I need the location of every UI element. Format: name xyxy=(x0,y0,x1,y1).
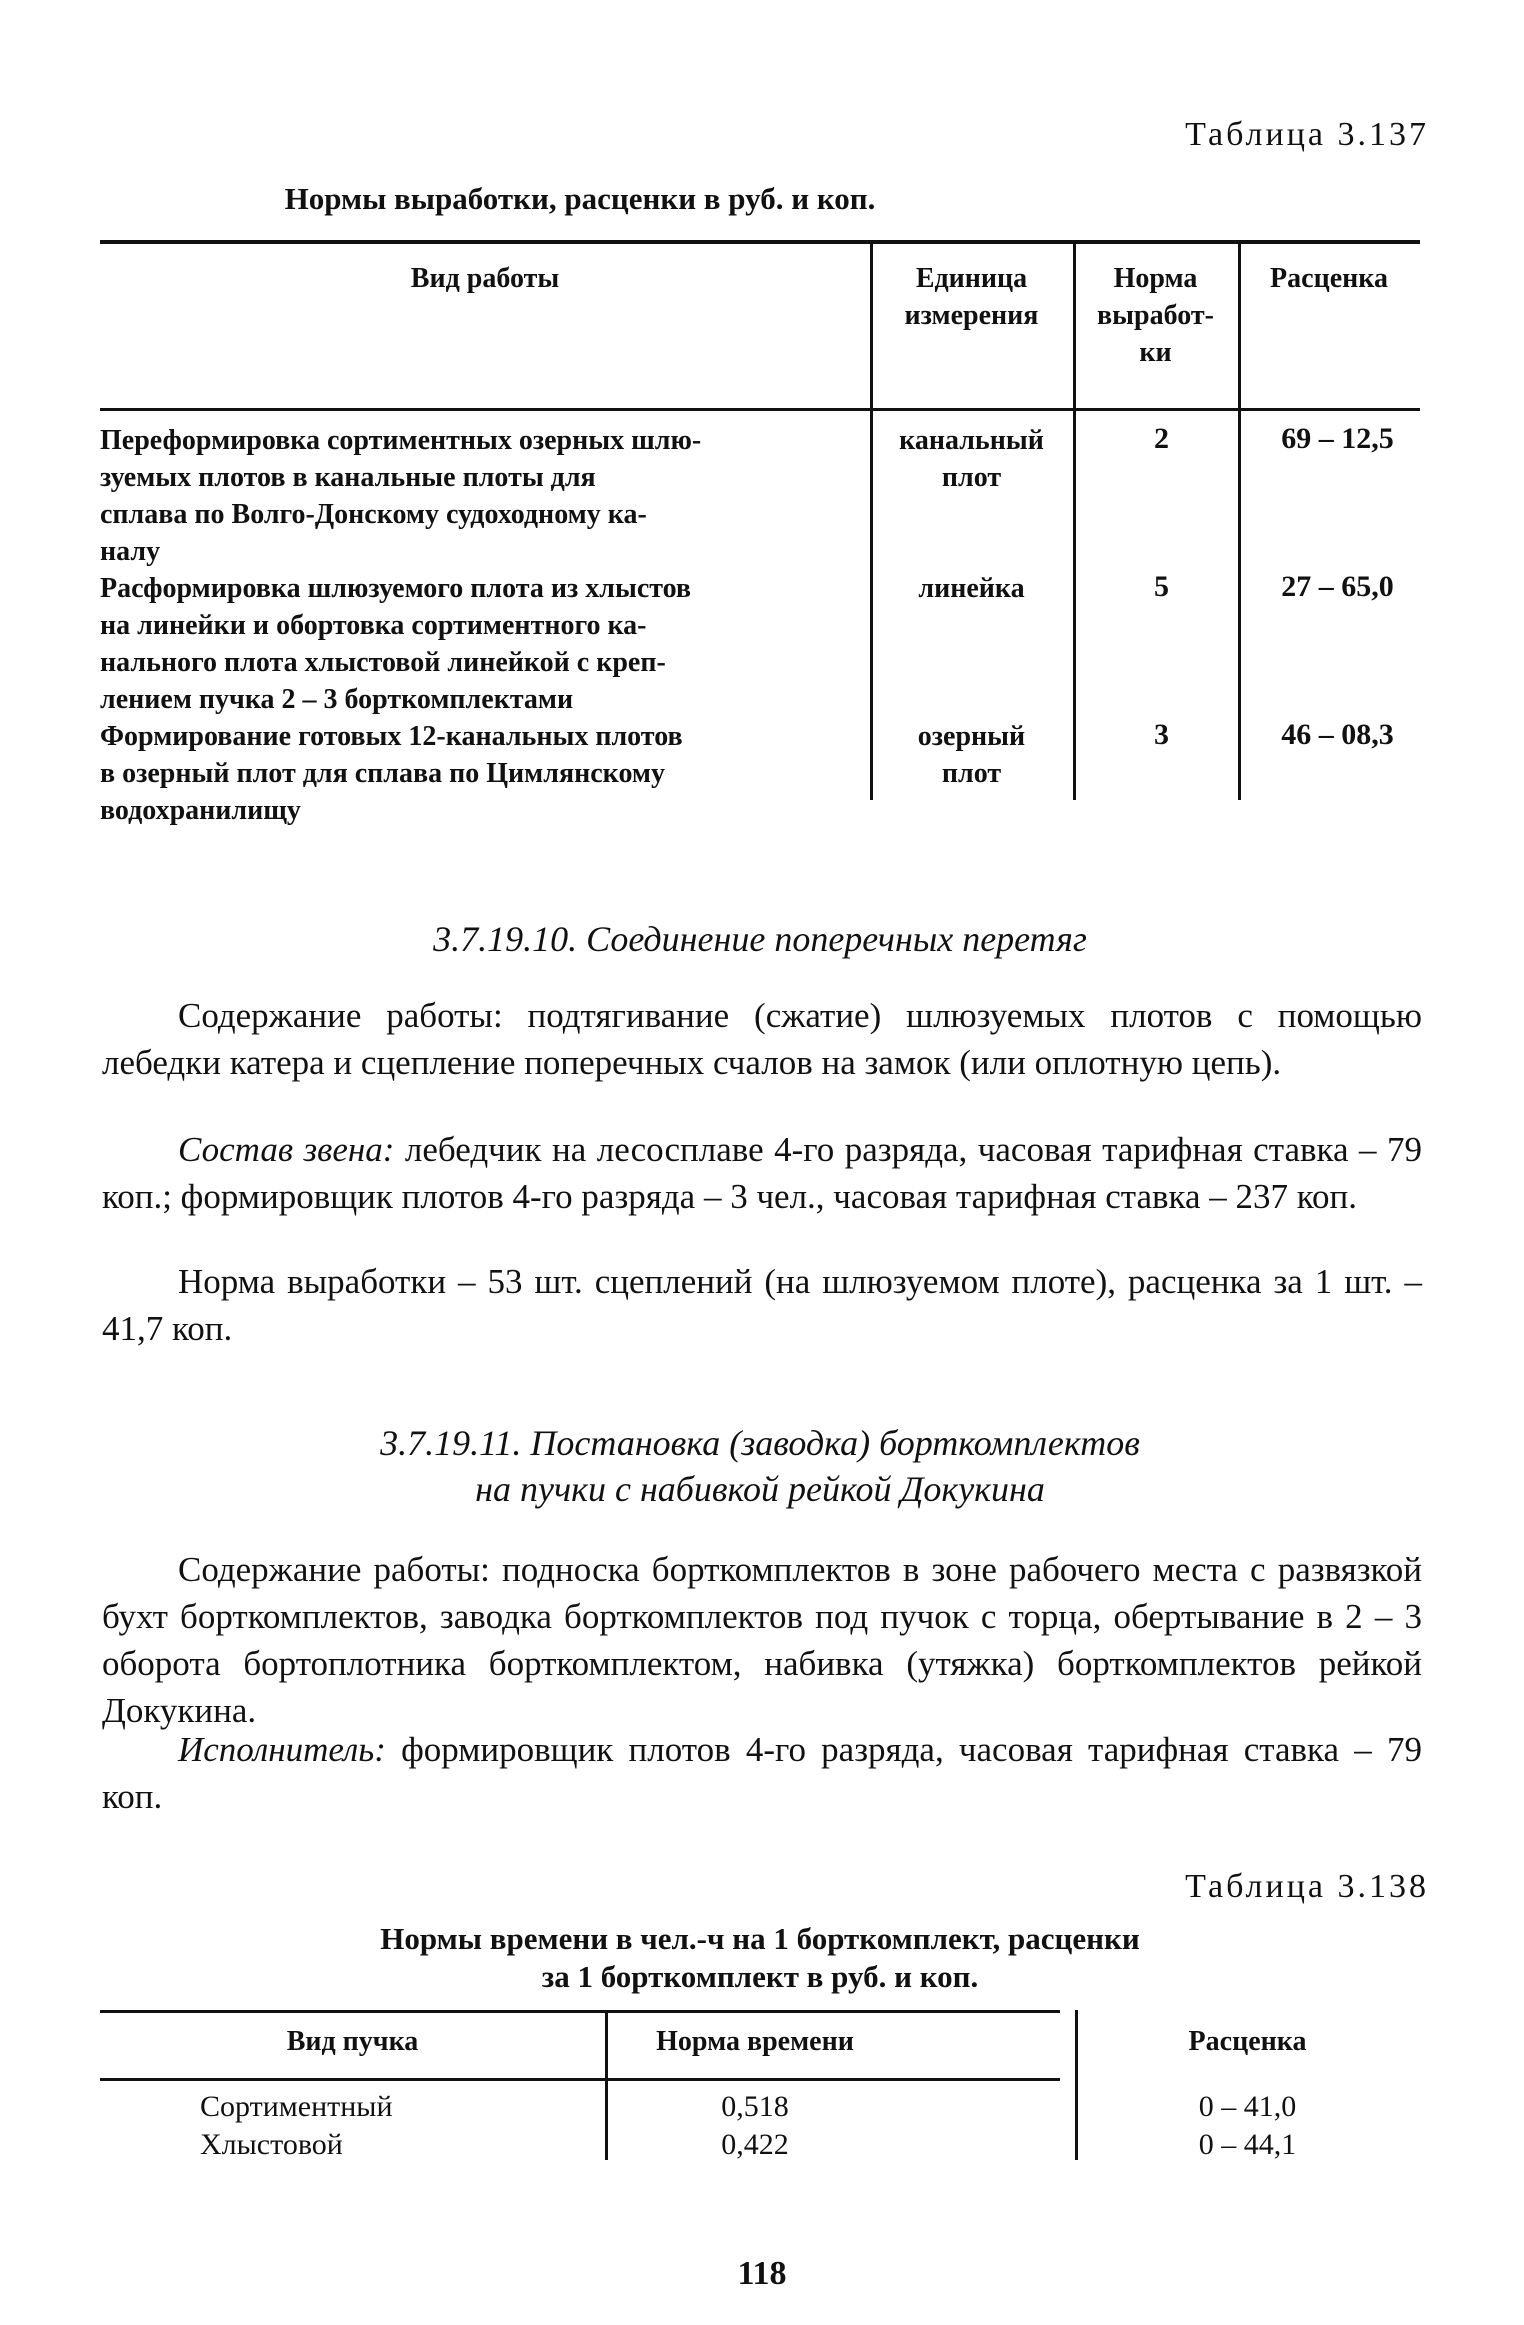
header-norm xyxy=(1073,260,1238,371)
table-label: Таблица 3.137 xyxy=(1185,116,1429,153)
table-caption: Нормы выработки, расценки в руб. и коп. xyxy=(284,181,876,216)
work-line: налу xyxy=(100,536,161,567)
table-header-rule xyxy=(100,408,1420,411)
table-row-work xyxy=(100,422,870,570)
table-row-price: 69 – 12,5 xyxy=(1281,422,1394,455)
work-line: в озерный плот для сплава по Цимлянскому xyxy=(100,758,665,789)
table-row-norm xyxy=(605,2088,905,2164)
section-title: 3.7.19.10. Соединение поперечных перетяг xyxy=(433,919,1087,959)
table-row-norm: 5 xyxy=(1154,570,1169,603)
unit-line: канальный xyxy=(899,425,1044,456)
price: 0 – 41,0 xyxy=(1198,2090,1297,2123)
work-line: водохранилищу xyxy=(100,795,301,826)
section-paragraph xyxy=(102,1546,1422,1734)
table-3-138 xyxy=(100,2010,1420,2165)
table-top-rule xyxy=(100,240,1420,244)
header-price: Расценка xyxy=(1188,2026,1307,2057)
section-title xyxy=(100,1420,1420,1512)
work-line: сплава по Волго-Донскому судоходному ка- xyxy=(100,499,647,530)
price: 0 – 44,1 xyxy=(1198,2128,1297,2161)
table-row-price xyxy=(1075,2088,1420,2164)
header-unit-line: измерения xyxy=(904,300,1039,331)
section-title-line: на пучки с набивкой рейкой Докукина xyxy=(475,1469,1045,1509)
header-norm-line: ки xyxy=(1139,337,1172,368)
header-time-norm: Норма времени xyxy=(656,2026,854,2057)
page-number: 118 xyxy=(737,2255,787,2292)
work-line: Расформировка шлюзуемого плота из хлыстов xyxy=(100,573,692,604)
header-unit xyxy=(870,260,1073,334)
table-top-rule xyxy=(100,2010,1060,2013)
unit-line: озерный xyxy=(917,721,1026,752)
table-row-work xyxy=(100,570,870,718)
table-row-work xyxy=(100,718,870,829)
bundle-type: Хлыстовой xyxy=(200,2128,343,2161)
section-paragraph xyxy=(102,992,1422,1086)
time-norm: 0,518 xyxy=(721,2090,789,2123)
section-title-line: 3.7.19.11. Постановка (заводка) борткомплектов xyxy=(380,1423,1140,1463)
unit-line: линейка xyxy=(918,573,1025,604)
table-header-rule xyxy=(100,2078,1060,2081)
header-norm-line: Норма xyxy=(1113,263,1198,294)
header-price: Расценка xyxy=(1270,263,1388,294)
crew-label: Состав звена: xyxy=(178,1130,395,1169)
header-work-type: Вид работы xyxy=(410,263,560,294)
work-line: зуемых плотов в канальные плоты для xyxy=(100,462,596,493)
work-line: Переформировка сортиментных озерных шлю- xyxy=(100,425,702,456)
worker-text: формировщик плотов 4-го разряда, часовая тарифная ставка – 79 коп. xyxy=(102,1730,1422,1816)
section-paragraph xyxy=(102,1726,1422,1820)
unit-line: плот xyxy=(941,758,1002,789)
work-line: на линейки и обортовка сортиментного ка- xyxy=(100,610,647,641)
bundle-type: Сортиментный xyxy=(200,2090,393,2123)
worker-label: Исполнитель: xyxy=(178,1730,386,1769)
crew-text: лебедчик на лесосплаве 4-го разряда, часовая тарифная ставка – 79 коп.; формировщик плотов 4-го разряда – 3 чел., часовая тарифная ставка – 237 коп. xyxy=(102,1130,1422,1216)
caption-line: за 1 борткомплект в руб. и коп. xyxy=(541,1959,979,1994)
table-row-norm: 2 xyxy=(1154,422,1169,455)
time-norm: 0,422 xyxy=(721,2128,789,2161)
work-content-text: Содержание работы: подноска борткомплектов в зоне рабочего места с развязкой бухт борткомплектов, заводка борткомплектов под пучок с торца, обертывание в 2 – 3 оборота бортоплотника борткомплектом, набивка (утяжка) борткомплектов рейкой Докукина. xyxy=(102,1550,1422,1730)
header-unit-line: Единица xyxy=(915,263,1028,294)
header-bundle-type: Вид пучка xyxy=(286,2026,419,2057)
table-row-price: 46 – 08,3 xyxy=(1281,718,1394,751)
table-row-unit xyxy=(870,422,1073,496)
norm-text: Норма выработки – 53 шт. сцеплений (на шлюзуемом плоте), расценка за 1 шт. – 41,7 коп. xyxy=(102,1262,1422,1348)
table-row-norm: 3 xyxy=(1154,718,1169,751)
table-row-type xyxy=(200,2088,530,2164)
work-line: лением пучка 2 – 3 борткомплектами xyxy=(100,684,574,715)
unit-line: плот xyxy=(941,462,1002,493)
table-caption xyxy=(100,1920,1420,1996)
column-divider xyxy=(1238,240,1241,800)
caption-line: Нормы времени в чел.-ч на 1 борткомплект, расценки xyxy=(380,1921,1140,1956)
work-line: Формирование готовых 12-канальных плотов xyxy=(100,721,683,752)
table-row-price: 27 – 65,0 xyxy=(1281,570,1394,603)
section-paragraph xyxy=(102,1258,1422,1352)
work-line: нального плота хлыстовой линейкой с креп- xyxy=(100,647,666,678)
work-content-text: Содержание работы: подтягивание (сжатие) шлюзуемых плотов с помощью лебедки катера и сцепление поперечных счалов на замок (или оплотную цепь). xyxy=(102,996,1422,1082)
header-norm-line: выработ- xyxy=(1097,300,1214,331)
section-paragraph xyxy=(102,1126,1422,1220)
table-row-unit xyxy=(870,718,1073,792)
table-row-unit xyxy=(870,570,1073,607)
table-label: Таблица 3.138 xyxy=(1185,1868,1429,1905)
